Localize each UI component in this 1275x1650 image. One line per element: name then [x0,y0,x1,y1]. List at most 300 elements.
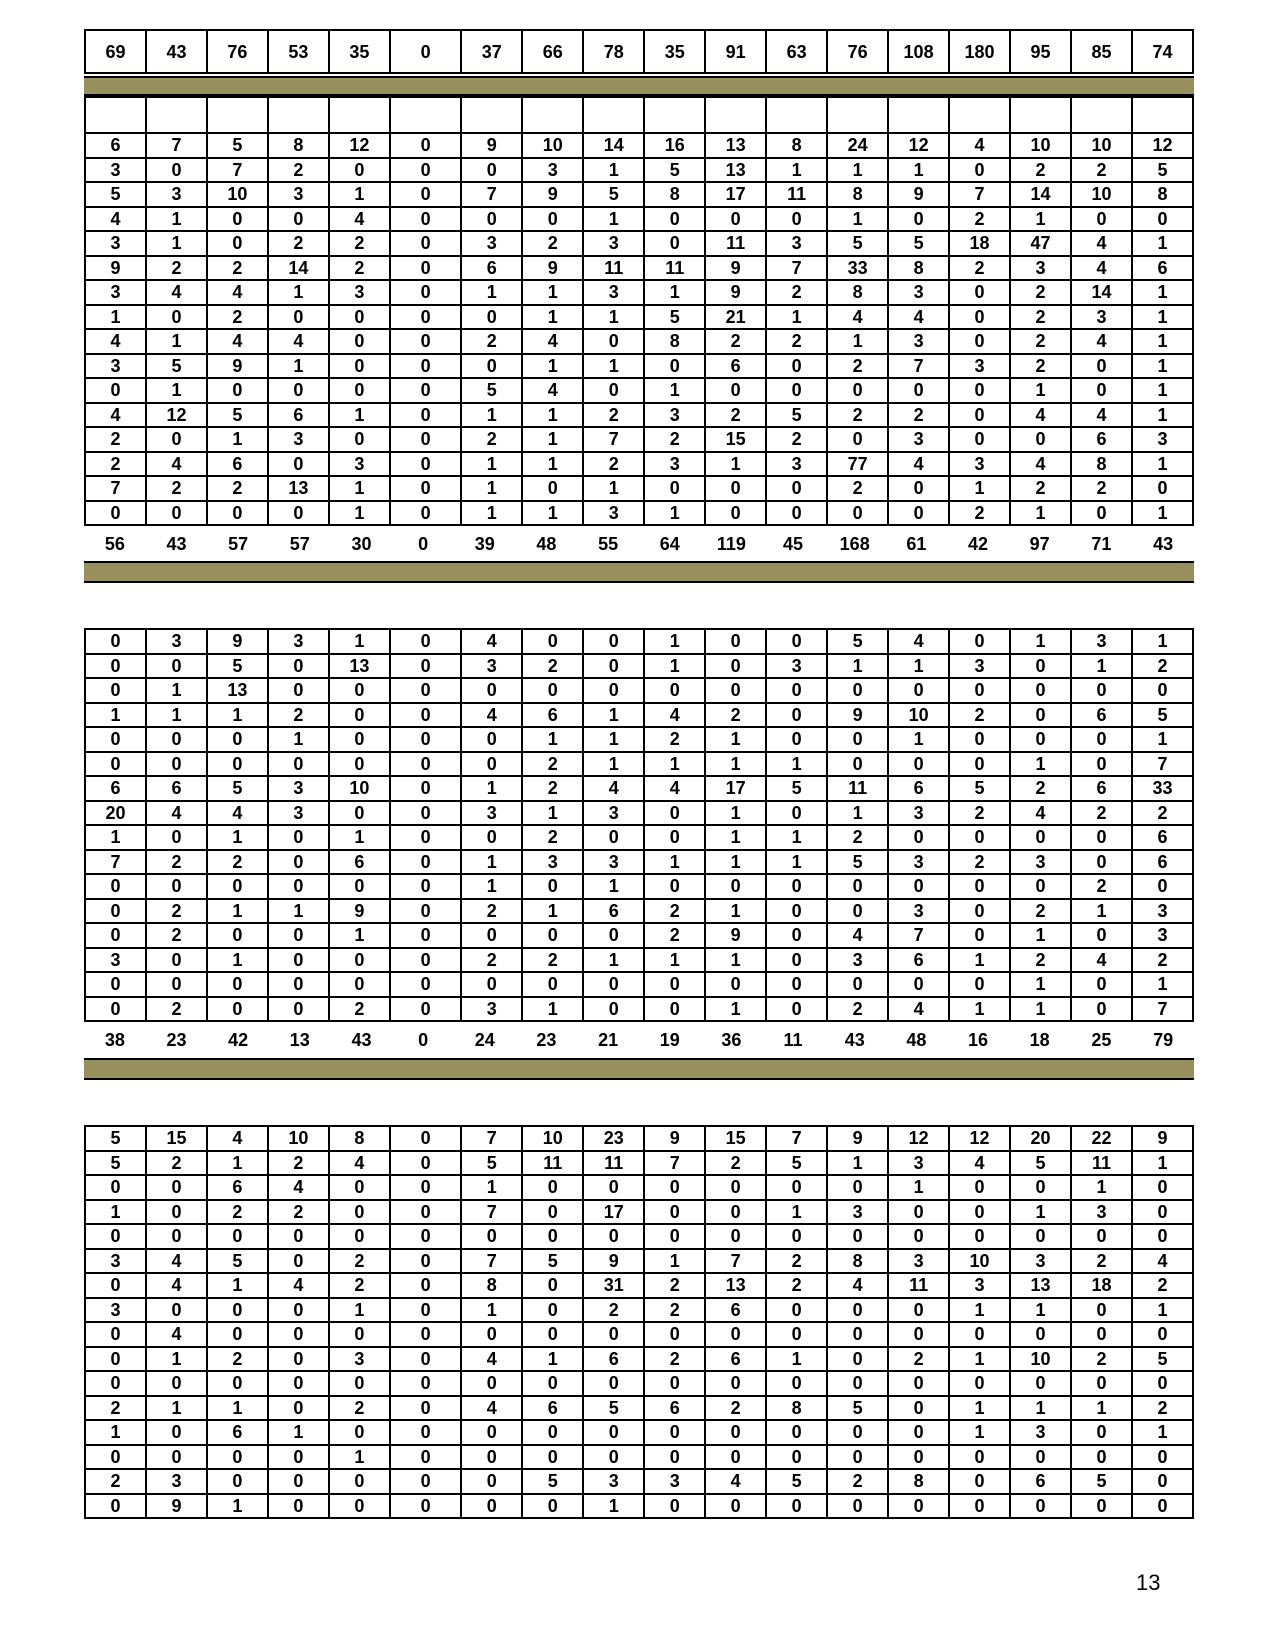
table-cell: 1 [583,305,644,330]
table-row [85,231,1193,256]
table-cell: 2 [522,948,583,973]
table-2-totals [84,1028,1194,1052]
table-cell: 1 [1010,501,1071,526]
table-cell: 0 [146,1420,207,1445]
table-cell: 0 [329,305,390,330]
table-cell: 1 [1010,972,1071,997]
table-cell: 4 [207,329,268,354]
table-cell: 0 [766,923,827,948]
table-cell: 0 [949,629,1010,654]
table-cell: 2 [146,850,207,875]
table-cell: 2 [1132,948,1193,973]
table-cell: 0 [1132,1494,1193,1519]
table-cell: 1 [146,207,207,232]
table-cell: 0 [146,972,207,997]
table-cell: 4 [146,1273,207,1298]
table-cell: 1 [1132,1420,1193,1445]
table-cell: 0 [461,1445,522,1470]
table-cell: 6 [207,1175,268,1200]
table-cell: 1 [1010,1200,1071,1225]
table-cell: 2 [1010,158,1071,183]
table-cell: 0 [461,923,522,948]
table-cell: 3 [1010,1249,1071,1274]
table-cell: 5 [207,403,268,428]
table-cell: 3 [888,899,949,924]
table-cell: 0 [1071,1445,1132,1470]
table-cell: 0 [766,678,827,703]
table-cell: 0 [207,1371,268,1396]
table-cell: 2 [207,1347,268,1372]
table-cell: 1 [644,378,705,403]
table-cell: 2 [1071,801,1132,826]
table-cell: 3 [85,354,146,379]
table-cell: 16 [644,133,705,158]
table-cell: 0 [644,874,705,899]
total-cell: 13 [289,1029,310,1050]
table-cell: 1 [766,305,827,330]
table-cell: 3 [1071,1200,1132,1225]
total-cell: 43 [844,1029,865,1050]
table-row [85,1151,1193,1176]
table-cell: 1 [644,850,705,875]
total-cell: 48 [906,1029,927,1050]
table-cell: 10 [949,1249,1010,1274]
table-cell: 0 [522,923,583,948]
table-cell: 3 [1132,899,1193,924]
table-cell: 1 [1010,997,1071,1022]
table-cell: 0 [1071,850,1132,875]
table-cell: 8 [827,280,888,305]
table-cell: 0 [766,997,827,1022]
table-cell: 1 [644,948,705,973]
table-cell: 0 [146,874,207,899]
table-cell: 0 [461,752,522,777]
table-cell: 2 [644,427,705,452]
table-cell: 3 [1010,1420,1071,1445]
table-cell: 8 [1071,452,1132,477]
table-cell: 3 [461,997,522,1022]
blank-cell [888,95,949,133]
table-cell: 0 [1071,1322,1132,1347]
table-cell: 3 [766,452,827,477]
table-cell: 12 [1132,133,1193,158]
table-cell: 0 [705,874,766,899]
table-cell: 0 [1010,825,1071,850]
table-cell: 0 [1010,1371,1071,1396]
table-cell: 5 [583,1396,644,1421]
table-cell: 7 [949,182,1010,207]
table-cell: 0 [390,427,461,452]
table-cell: 0 [705,1445,766,1470]
table-cell: 2 [268,1151,329,1176]
table-cell: 0 [522,1494,583,1519]
table-cell: 1 [1132,403,1193,428]
table-cell: 4 [1071,231,1132,256]
table-cell: 0 [949,1469,1010,1494]
table-row [85,95,1193,133]
table-cell: 0 [644,1494,705,1519]
table-cell: 0 [146,1445,207,1470]
table-cell: 3 [85,231,146,256]
table-cell: 3 [522,158,583,183]
table-cell: 0 [888,825,949,850]
table-cell: 6 [888,948,949,973]
table-cell: 3 [461,231,522,256]
table-cell: 0 [949,158,1010,183]
total-cell: 30 [351,533,372,554]
table-cell: 1 [644,1249,705,1274]
table-cell: 0 [888,1298,949,1323]
table-row [85,305,1193,330]
table-cell: 0 [766,703,827,728]
table-row [85,1445,1193,1470]
table-cell: 2 [329,256,390,281]
table-cell: 0 [705,476,766,501]
table-cell: 18 [949,231,1010,256]
table-cell: 1 [207,825,268,850]
table-cell: 0 [1071,923,1132,948]
table-cell: 0 [390,1420,461,1445]
table-cell: 10 [1071,133,1132,158]
table-row [85,1322,1193,1347]
table-cell: 0 [522,874,583,899]
table-cell: 1 [766,1200,827,1225]
table-cell: 1 [644,501,705,526]
table-cell: 2 [522,776,583,801]
table-cell: 0 [390,997,461,1022]
table-cell: 2 [827,354,888,379]
table-cell: 0 [1132,678,1193,703]
table-row [85,452,1193,477]
table-cell: 0 [827,678,888,703]
table-cell: 0 [85,1347,146,1372]
table-cell: 2 [329,997,390,1022]
table-cell: 1 [1071,1175,1132,1200]
table-cell: 33 [827,256,888,281]
table-cell: 1 [207,1151,268,1176]
table-cell: 0 [888,378,949,403]
table-row [85,1420,1193,1445]
table-cell: 2 [583,1298,644,1323]
table-row [85,752,1193,777]
table-cell: 0 [390,899,461,924]
table-cell: 0 [146,1371,207,1396]
table-cell: 0 [85,874,146,899]
table-cell: 0 [146,158,207,183]
total-cell: 23 [536,1029,557,1050]
table-cell: 2 [1010,948,1071,973]
table-1-block [84,94,1194,556]
blank-cell [268,95,329,133]
table-cell: 5 [827,850,888,875]
table-cell: 6 [85,776,146,801]
table-cell: 0 [949,1494,1010,1519]
table-cell: 0 [268,825,329,850]
table-cell: 0 [390,403,461,428]
table-cell: 1 [705,948,766,973]
table-cell: 9 [644,1126,705,1151]
table-cell: 8 [644,329,705,354]
total-cell: 23 [166,1029,187,1050]
table-cell: 1 [207,427,268,452]
table-cell: 0 [644,1200,705,1225]
table-cell: 1 [583,727,644,752]
table-cell: 0 [390,923,461,948]
blank-cell [461,95,522,133]
table-cell: 6 [888,776,949,801]
table-cell: 1 [583,354,644,379]
table-cell: 2 [522,825,583,850]
table-row [85,1249,1193,1274]
table-1 [84,94,1194,526]
table-cell: 2 [85,427,146,452]
table-cell: 1 [1010,1396,1071,1421]
table-cell: 0 [1071,1224,1132,1249]
table-cell: 0 [766,207,827,232]
table-cell: 0 [461,1224,522,1249]
table-cell: 3 [146,182,207,207]
table-cell: 1 [146,1396,207,1421]
table-row [85,1371,1193,1396]
table-cell: 1 [268,354,329,379]
table-row [85,1347,1193,1372]
table-cell: 8 [888,256,949,281]
total-cell: 18 [1029,1029,1050,1050]
table-row [85,801,1193,826]
table-cell: 5 [766,776,827,801]
table-cell: 0 [888,476,949,501]
table-cell: 2 [1010,280,1071,305]
table-cell: 4 [146,452,207,477]
table-cell: 0 [85,997,146,1022]
total-cell: 71 [1091,533,1112,554]
table-cell: 0 [390,678,461,703]
table-cell: 0 [949,899,1010,924]
table-cell: 9 [583,1249,644,1274]
table-cell: 4 [146,1249,207,1274]
table-cell: 2 [522,231,583,256]
table-cell: 7 [705,1249,766,1274]
table-cell: 0 [390,280,461,305]
table-cell: 5 [85,182,146,207]
table-cell: 0 [583,654,644,679]
table-cell: 0 [888,874,949,899]
table-cell: 0 [644,207,705,232]
table-cell: 0 [461,1420,522,1445]
table-cell: 23 [583,1126,644,1151]
blank-cell [1071,95,1132,133]
total-cell: 97 [1029,533,1050,554]
table-row [85,972,1193,997]
table-row [85,1396,1193,1421]
total-cell: 79 [1153,1029,1174,1050]
table-cell: 3 [85,1298,146,1323]
table-cell: 0 [390,654,461,679]
table-cell: 0 [827,1347,888,1372]
table-cell: 24 [827,133,888,158]
table-cell: 0 [1010,703,1071,728]
table-row [85,182,1193,207]
table-cell: 1 [766,1347,827,1372]
table-cell: 0 [329,427,390,452]
table-cell: 0 [949,280,1010,305]
table-cell: 0 [390,776,461,801]
table-cell: 0 [949,972,1010,997]
total-cell: 0 [418,1029,429,1050]
table-cell: 1 [268,727,329,752]
total-cell: 24 [474,1029,495,1050]
table-cell: 2 [705,1396,766,1421]
table-cell: 9 [705,256,766,281]
table-cell: 2 [644,899,705,924]
table-cell: 2 [583,452,644,477]
table-cell: 2 [705,1151,766,1176]
table-cell: 1 [461,501,522,526]
table-cell: 2 [949,501,1010,526]
table-cell: 33 [1132,776,1193,801]
table-cell: 6 [207,1420,268,1445]
table-cell: 0 [329,378,390,403]
table-cell: 7 [85,850,146,875]
table-cell: 1 [1132,329,1193,354]
table-cell: 0 [1071,207,1132,232]
table-cell: 0 [329,1175,390,1200]
table-cell: 4 [1010,452,1071,477]
table-cell: 0 [85,654,146,679]
table-cell: 0 [390,1445,461,1470]
table-cell: 0 [644,825,705,850]
table-cell: 4 [146,1322,207,1347]
table-cell: 0 [705,1224,766,1249]
table-row [84,532,1194,556]
table-cell: 2 [766,1249,827,1274]
table-cell: 1 [1132,378,1193,403]
table-cell: 0 [390,1151,461,1176]
table-cell: 0 [827,1322,888,1347]
table-cell: 0 [390,752,461,777]
table-cell: 5 [827,629,888,654]
table-cell: 47 [1010,231,1071,256]
table-cell: 0 [146,1224,207,1249]
table-cell: 1 [949,948,1010,973]
table-cell: 2 [949,850,1010,875]
table-cell: 0 [329,727,390,752]
table-cell: 0 [1010,678,1071,703]
table-cell: 1 [1071,1396,1132,1421]
table-cell: 6 [1071,703,1132,728]
table-cell: 0 [766,1175,827,1200]
table-cell: 13 [1010,1273,1071,1298]
table-cell: 0 [461,972,522,997]
table-cell: 0 [329,354,390,379]
table-cell: 0 [583,1371,644,1396]
table-cell: 2 [644,1273,705,1298]
table-cell: 4 [644,776,705,801]
table-cell: 1 [1010,207,1071,232]
table-cell: 2 [827,476,888,501]
table-cell: 0 [146,427,207,452]
table-row [85,629,1193,654]
table-cell: 0 [1010,1175,1071,1200]
table-cell: 0 [390,1200,461,1225]
table-cell: 4 [329,1151,390,1176]
total-cell: 42 [228,1029,249,1050]
table-row [85,354,1193,379]
table-cell: 0 [827,727,888,752]
table-cell: 6 [583,1347,644,1372]
table-cell: 1 [705,825,766,850]
table-row [85,378,1193,403]
table-cell: 9 [329,899,390,924]
table-cell: 3 [644,1469,705,1494]
table-cell: 2 [1010,776,1071,801]
table-cell: 15 [146,1126,207,1151]
table-cell: 1 [461,280,522,305]
table-cell: 0 [644,354,705,379]
table-cell: 11 [705,231,766,256]
table-cell: 0 [85,1273,146,1298]
table-cell: 0 [390,703,461,728]
table-cell: 1 [1132,231,1193,256]
table-cell: 0 [268,874,329,899]
total-cell: 48 [536,533,557,554]
table-cell: 0 [766,801,827,826]
table-cell: 0 [766,1494,827,1519]
table-cell: 1 [1010,923,1071,948]
table-cell: 1 [522,427,583,452]
table-cell: 0 [827,752,888,777]
table-cell: 1 [827,1151,888,1176]
table-cell: 1 [85,1200,146,1225]
table-cell: 0 [268,1494,329,1519]
table-cell: 2 [329,1396,390,1421]
table-cell: 0 [644,972,705,997]
table-row [85,30,1193,73]
table-cell: 0 [888,1322,949,1347]
table-cell: 0 [827,972,888,997]
blank-cell [644,95,705,133]
table-cell: 0 [827,1175,888,1200]
table-cell: 1 [1132,972,1193,997]
total-cell: 55 [598,533,619,554]
table-cell: 0 [583,972,644,997]
table-cell: 0 [390,1347,461,1372]
table-cell: 3 [888,280,949,305]
header-cell: 63 [766,30,827,73]
table-cell: 5 [1132,158,1193,183]
total-cell: 16 [968,1029,989,1050]
table-cell: 0 [766,948,827,973]
table-cell: 0 [146,1298,207,1323]
table-cell: 3 [766,654,827,679]
table-cell: 3 [1132,923,1193,948]
header-cell: 108 [888,30,949,73]
table-cell: 3 [949,354,1010,379]
table-row [85,874,1193,899]
table-cell: 0 [766,874,827,899]
table-cell: 1 [522,727,583,752]
table-cell: 0 [85,923,146,948]
table-cell: 1 [583,703,644,728]
table-cell: 1 [1071,899,1132,924]
table-cell: 0 [390,1371,461,1396]
table-cell: 1 [644,629,705,654]
table-cell: 0 [390,1224,461,1249]
table-cell: 7 [766,1126,827,1151]
table-cell: 4 [461,1396,522,1421]
table-row [85,948,1193,973]
table-cell: 0 [329,1224,390,1249]
